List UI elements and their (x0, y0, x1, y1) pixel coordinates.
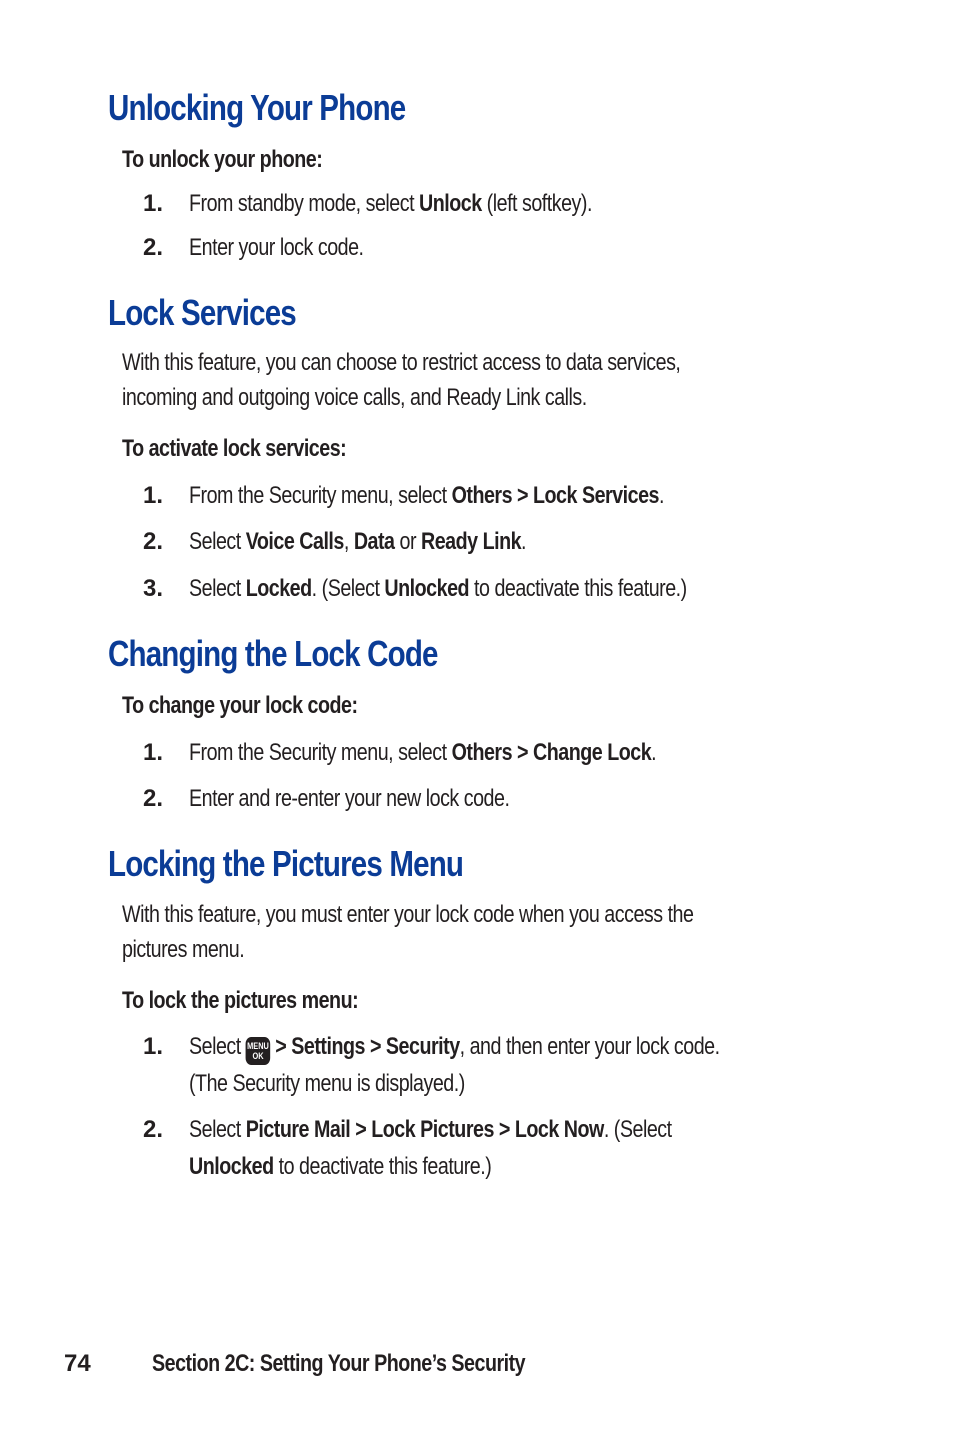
step-services-3: Select Locked. (Select Unlocked to deactivate this feature.) (189, 575, 687, 602)
step-number: 2. (143, 1116, 164, 1143)
step-services-1: From the Security menu, select Others > Lock Services. (189, 482, 664, 509)
step-number: 2. (143, 234, 164, 261)
paragraph-lock-services: With this feature, you can choose to restrict access to data services, incoming and outgoing voice calls, and Ready Link calls. (122, 349, 681, 411)
paragraph-pictures: With this feature, you must enter your lock code when you access the pictures menu. (122, 901, 694, 963)
step-pictures-2: Select Picture Mail > Lock Pictures > Lock Now. (Select Unlocked to deactivate this feature.) (189, 1116, 672, 1180)
step-number: 1. (143, 482, 164, 509)
heading-unlocking: Unlocking Your Phone (108, 87, 406, 128)
menu-ok-key-icon: MENU OK (246, 1037, 271, 1065)
step-pictures-1: Select MENU OK > Settings > Security, and then enter your lock code. (The Security menu is displayed.) (189, 1033, 720, 1097)
heading-changing-lock-code: Changing the Lock Code (108, 633, 438, 674)
step-change-1: From the Security menu, select Others > Change Lock. (189, 739, 657, 766)
step-unlock-2: Enter your lock code. (189, 234, 364, 261)
heading-locking-pictures: Locking the Pictures Menu (108, 843, 464, 884)
footer-section-title: Section 2C: Setting Your Phone’s Security (152, 1350, 526, 1377)
step-number: 1. (143, 190, 164, 217)
subhead-unlock: To unlock your phone: (122, 146, 323, 173)
step-number: 2. (143, 785, 164, 812)
subhead-change: To change your lock code: (122, 692, 358, 719)
step-number: 1. (143, 1033, 164, 1060)
step-number: 3. (143, 575, 164, 602)
step-services-2: Select Voice Calls, Data or Ready Link. (189, 528, 527, 555)
step-unlock-1: From standby mode, select Unlock (left softkey). (189, 190, 592, 217)
subhead-lock-pictures: To lock the pictures menu: (122, 987, 359, 1014)
step-change-2: Enter and re-enter your new lock code. (189, 785, 510, 812)
step-number: 1. (143, 739, 164, 766)
step-number: 2. (143, 528, 164, 555)
subhead-activate: To activate lock services: (122, 435, 347, 462)
heading-lock-services: Lock Services (108, 292, 296, 333)
page-number: 74 (64, 1350, 91, 1377)
